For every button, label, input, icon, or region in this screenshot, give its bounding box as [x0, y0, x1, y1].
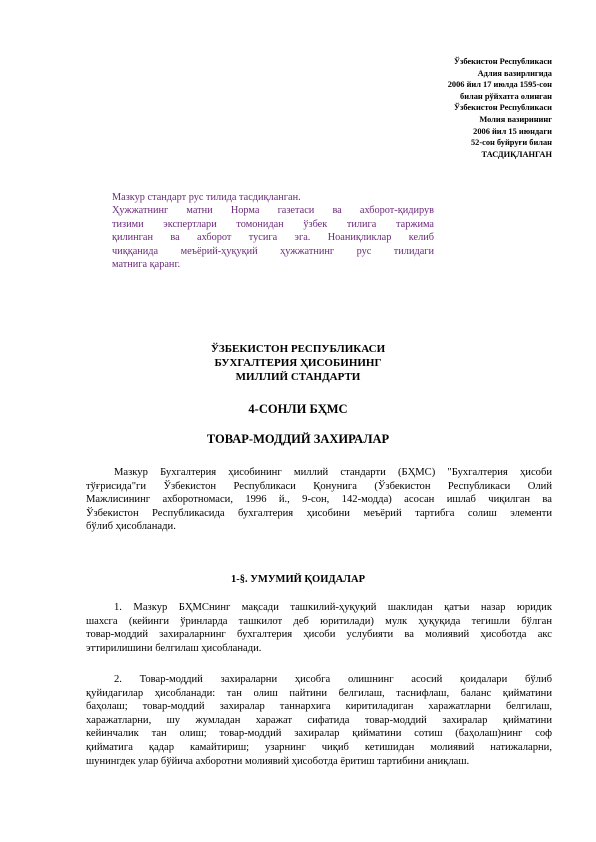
paragraph-line: Ўзбекистон Республикасида бухгалтерия ҳисобини меъёрий тартибга солиш элементи: [86, 507, 552, 519]
approval-line: Адлия вазирлигида: [477, 68, 552, 78]
approval-line: 52-сон буйруғи билан: [470, 138, 552, 148]
paragraph-line: 2. Товар-моддий захираларни ҳисобга олишнинг асосий қоидалари бўлиб: [114, 674, 552, 685]
approval-stamp: [332, 56, 552, 160]
notice-line: Мазкур стандарт рус тилида тасдиқланган.: [112, 192, 301, 203]
header-line: БУХГАЛТЕРИЯ ҲИСОБИНИНГ: [214, 357, 382, 369]
paragraph-line: бўлиб ҳисобланади.: [86, 521, 176, 533]
standard-title: ТОВАР-МОДДИЙ ЗАХИРАЛАР: [206, 432, 390, 446]
paragraph-line: шунингдек улар бўйича ахборотни молиявий ҳисоботда ёритиш тартибини аниқлаш.: [86, 755, 470, 767]
document-header: [0, 342, 596, 384]
approval-line: 2006 йил 17 июлда 1595-сон: [447, 80, 552, 90]
approval-line: Ўзбекистон Республикаси: [453, 103, 552, 113]
notice-line: матнига қаранг.: [112, 259, 181, 271]
paragraph-line: товар-моддий захираларнинг бухгалтерия ҳисоби услубияти ва молиявий ҳисоботда акс: [86, 629, 552, 641]
approval-line: билан рўйхатга олинган: [460, 91, 552, 101]
paragraph-line: Мазкур Бухгалтерия ҳисобининг миллий стандарти (БҲМС) "Бухгалтерия ҳисоби: [114, 467, 552, 478]
paragraph-line: харажатларни, шу жумладан харажат сифатида товар-моддий захиралар қийматини: [86, 714, 552, 726]
approval-line: ТАСДИҚЛАНГАН: [481, 149, 552, 159]
paragraph-line: шахсга (кейинги ўринларда ташкилот деб юритилади) мулк ҳуқуқида тегишли бўлган: [86, 615, 552, 627]
paragraph-line: қуйидагилар ҳисобланади: тан олиш пайтини белгилаш, таснифлаш, баланс қийматини: [86, 687, 552, 699]
approval-line: 2006 йил 15 июндаги: [473, 126, 552, 136]
section-paragraph-1: [86, 601, 552, 655]
translation-notice: [112, 191, 434, 271]
notice-line: Ҳужжатнинг матни Норма газетаси ва ахборот-қидирув: [112, 205, 434, 217]
notice-line: чиққанида меъёрий-ҳуқуқий ҳужжатнинг рус тилидаги: [112, 245, 434, 257]
notice-line: қилинган ва ахборот тусига эга. Ноаниқликлар келиб: [112, 232, 434, 244]
paragraph-line: кейинчалик тан олиш; товар-моддий захиралар қийматини сотиш (баҳолаш)нинг соф: [86, 728, 552, 740]
approval-line: Молия вазирининг: [479, 114, 552, 124]
paragraph-line: эттирилишини белгилаш ҳисобланади.: [86, 642, 262, 654]
paragraph-line: тўғрисида"ги Ўзбекистон Республикаси Қонунига (Ўзбекистон Республикаси Олий: [86, 480, 552, 492]
section-heading: 1-§. УМУМИЙ ҚОИДАЛАР: [230, 574, 365, 585]
paragraph-line: Мажлисининг ахборотномаси, 1996 й., 9-сон, 142-модда) асосан ишлаб чиқилган ва: [86, 494, 552, 506]
section-paragraph-2: [86, 673, 552, 768]
header-line: ЎЗБЕКИСТОН РЕСПУБЛИКАСИ: [210, 343, 386, 355]
paragraph-line: 1. Мазкур БҲМСнинг мақсади ташкилий-ҳуқуқий шаклидан қатъи назар юридик: [114, 602, 552, 613]
approval-line: Ўзбекистон Республикаси: [453, 57, 552, 66]
paragraph-line: қийматига қадар камайтириш; узарнинг чиқиб кетишидан молиявий натижаларни,: [86, 741, 552, 753]
paragraph-line: баҳолаш; товар-моддий захиралар таннархига киритиладиган харажатларни белгилаш,: [86, 701, 552, 713]
header-line: МИЛЛИЙ СТАНДАРТИ: [235, 371, 361, 383]
notice-line: тизими экспертлари томонидан ўзбек тилига таржима: [112, 218, 434, 230]
standard-number: 4-СОНЛИ БҲМС: [248, 402, 348, 416]
intro-paragraph: [86, 466, 552, 534]
